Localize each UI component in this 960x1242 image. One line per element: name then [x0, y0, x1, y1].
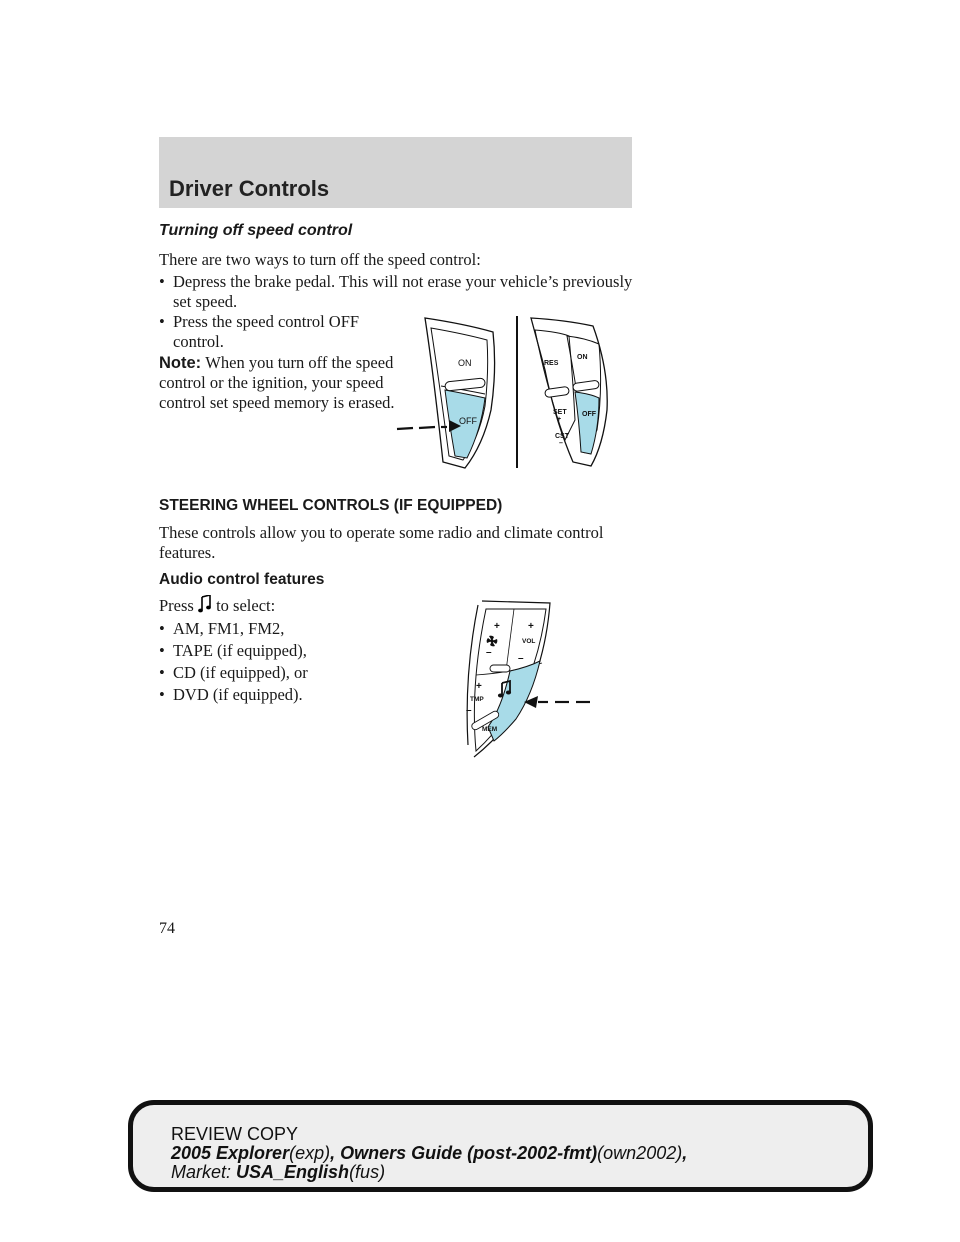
bullet-text-line2: set speed.: [173, 292, 238, 311]
page-number: 74: [159, 920, 175, 937]
figure-set-label: SET: [553, 409, 567, 416]
steering-intro-line2: features.: [159, 543, 216, 562]
bullet-dot: •: [159, 685, 165, 704]
audio-item-text: TAPE (if equipped),: [173, 641, 307, 660]
speed-control-heading: Turning off speed control: [159, 222, 353, 239]
review-copy-footer: [128, 1100, 873, 1192]
to-select-text: to select:: [216, 596, 276, 615]
note-line1: When you turn off the speed: [205, 353, 394, 372]
section-title: Driver Controls: [169, 176, 330, 201]
vol-minus-label: –: [518, 653, 524, 664]
tmp-label: TMP: [470, 696, 484, 703]
figure-left-on-label: ON: [458, 358, 472, 368]
mem-label: MEM: [482, 726, 498, 733]
steering-controls-heading: STEERING WHEEL CONTROLS (IF EQUIPPED): [159, 497, 503, 514]
bullet-text-line1: Depress the brake pedal. This will not erase your vehicle’s previously: [173, 272, 633, 291]
press-text: Press: [159, 596, 194, 615]
figure-set-plus: +: [557, 416, 562, 423]
market-code: (fus): [349, 1162, 386, 1182]
press-to-select-line: [159, 595, 275, 616]
note-label: Note:: [159, 354, 202, 372]
steering-intro-line1: These controls allow you to operate some radio and climate control: [159, 523, 604, 542]
figure-left-off-label: OFF: [459, 416, 477, 426]
figure-on-label: ON: [577, 354, 588, 361]
guide-code: (own2002): [597, 1143, 683, 1163]
fan-plus-label: +: [494, 621, 500, 632]
bullet-dot: •: [159, 619, 165, 638]
steering-intro: [159, 523, 603, 563]
vehicle-code: (exp): [289, 1143, 331, 1163]
bullet-dot: •: [159, 663, 165, 682]
audio-item-text: CD (if equipped), or: [173, 663, 308, 682]
figure-res-label: RES: [544, 360, 559, 367]
tmp-minus-label: –: [466, 705, 472, 716]
guide-name: Owners Guide (post-2002-fmt): [340, 1143, 598, 1163]
review-copy-label: REVIEW COPY: [171, 1124, 299, 1144]
speed-control-note: [159, 353, 395, 413]
note-line2: control or the ignition, your speed: [159, 373, 384, 392]
vol-plus-label: +: [528, 621, 534, 632]
fan-minus-label: –: [486, 647, 492, 658]
bullet-dot: •: [159, 272, 165, 291]
tmp-plus-label: +: [476, 681, 482, 692]
music-note-icon: [198, 595, 212, 613]
speed-control-figure: [395, 310, 620, 475]
separator: ,: [682, 1143, 688, 1163]
audio-item-text: AM, FM1, FM2,: [173, 619, 285, 638]
review-copy-text: [171, 1125, 687, 1182]
market-name: USA_English: [236, 1162, 350, 1182]
steering-wheel-controls-figure: [450, 595, 595, 760]
market-label: Market:: [171, 1162, 232, 1182]
audio-control-heading: Audio control features: [159, 571, 325, 588]
vehicle-name: 2005 Explorer: [171, 1143, 290, 1163]
bullet-text-line1: Press the speed control OFF: [173, 312, 360, 331]
bullet-text-line2: control.: [173, 332, 224, 351]
bullet-dot: •: [159, 312, 165, 331]
note-line3: control set speed memory is erased.: [159, 393, 395, 412]
figure-cst-label: CST: [555, 433, 569, 440]
figure-off-label: OFF: [582, 411, 596, 418]
bullet-dot: •: [159, 641, 165, 660]
figure-cst-minus: –: [559, 440, 563, 447]
separator: ,: [330, 1143, 336, 1163]
audio-item-text: DVD (if equipped).: [173, 685, 303, 704]
vol-label: VOL: [522, 638, 536, 645]
speed-control-intro: There are two ways to turn off the speed control:: [159, 250, 481, 269]
section-header-band: [159, 137, 632, 208]
